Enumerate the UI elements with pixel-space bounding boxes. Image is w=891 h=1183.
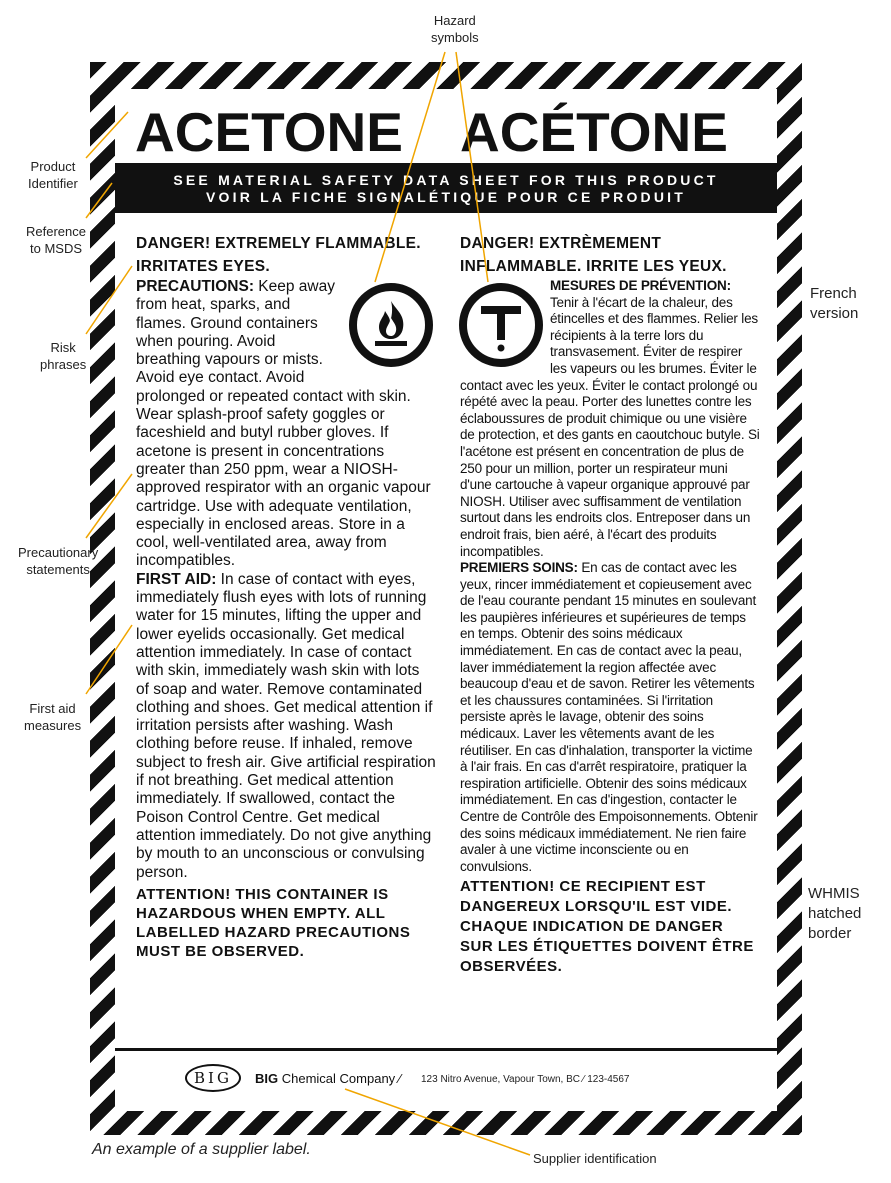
product-title-en: ACETONE xyxy=(135,101,403,163)
supplier-identification xyxy=(185,1062,745,1096)
precautions-text-en: Keep away from heat, sparks, and flames. Ground containers when pouring. Avoid breathing vapours or mists. Avoid eye contact. Avoid prolonged or repeated contact with skin. Wear splash-proof safety goggles or faceshield and butyl rubber gloves. If acetone is present in concentrations greater than 250 ppm, wear a NIOSH-approved respirator with an organic vapour cartridge. Use with adequate ventilation, especially in enclosed areas. Store in a cool, well-ventilated area, away from incompatibles. xyxy=(136,278,431,570)
precautions-label-en: PRECAUTIONS: xyxy=(136,278,254,295)
precautions-fr xyxy=(460,278,760,560)
first-aid-text-en: In case of contact with eyes, immediately flush eyes with lots of running water for 15 minutes, lifting the upper and lower eyelids occasionally. Get medical attention immediately. In case of contact with skin, immediately wash skin with lots of soap and water. Remove contaminated clothing and shoes. Get medical attention if irritation persists after washing. Wash clothing before reuse. If inhaled, remove subject to fresh air. Give artificial respiration if not breathing. Get medical attention immediately. If swallowed, contact the Poison Control Centre. Get medical attention immediately. Do not give anything by mouth to an unconscious or convulsing person. xyxy=(136,570,436,881)
product-identifier xyxy=(115,103,777,161)
first-aid-text-fr: En cas de contact avec les yeux, rincer immédiatement et copieusement avec de l'eau courante pendant 15 minutes en soulevant les paupières inférieures et supérieures de temps en temps. Obtenir des soins médicaux immédiatement. En cas de contact avec la peau, laver immédiatement la region affectée avec beaucoup d'eau et de savon. Retirer les vêtements et les chaussures contaminées. Si l'irritation persiste après le lavage, obtenir des soins médicaux. Laver les vêtements avant de les réutiliser. En cas d'inhalation, transporter la victime à l'air frais. En cas d'arrêt respiratoire, pratiquer la respiration artificielle. Obtenir des soins médicaux immédiatement. En cas d'ingestion, contacter le Centre de Contrôle des Empoisonnements. Obtenir des soins médicaux immédiatement. Ne rien faire avaler à une victime inconsciente ou en convulsions. xyxy=(460,560,758,874)
msds-reference-bar xyxy=(115,163,777,213)
callout-first-aid: First aid measures xyxy=(24,701,82,733)
risk-phrase-en: DANGER! EXTREMELY FLAMMABLE. IRRITATES EYES. xyxy=(136,235,421,275)
company-address: 123 Nitro Avenue, Vapour Town, BC ⁄ 123-4567 xyxy=(421,1074,630,1085)
toxic-t-hazard-icon xyxy=(458,282,544,368)
figure-caption: An example of a supplier label. xyxy=(92,1141,311,1158)
callout-precautionary: Precautionary statements xyxy=(18,545,99,577)
first-aid-label-fr: PREMIERS SOINS: xyxy=(460,560,578,576)
company-name xyxy=(255,1071,401,1087)
callout-risk-phrases: Risk phrases xyxy=(40,340,87,372)
first-aid-fr xyxy=(460,560,760,875)
callout-reference-msds: Reference to MSDS xyxy=(26,224,86,256)
attention-fr: ATTENTION! CE RECIPIENT EST DANGEREUX LORSQU'IL EST VIDE. CHAQUE INDICATION DE DANGER SUR LES ÉTIQUETTES DOIVENT ÊTRE OBSERVÉES. xyxy=(460,878,754,976)
msds-reference-fr: VOIR LA FICHE SIGNALÉTIQUE POUR CE PRODUIT xyxy=(205,189,686,205)
company-name-bold: BIG xyxy=(255,1071,279,1086)
company-name-rest: Chemical Company xyxy=(278,1071,396,1086)
footer-divider xyxy=(115,1048,777,1051)
flame-hazard-icon xyxy=(348,282,434,368)
english-column xyxy=(136,232,436,961)
callout-supplier: Supplier identification xyxy=(533,1151,657,1166)
risk-phrase-fr: DANGER! EXTRÈMEMENT INFLAMMABLE. IRRITE LES YEUX. xyxy=(460,235,727,275)
product-title-fr: ACÉTONE xyxy=(460,101,728,163)
precautions-en xyxy=(136,278,436,571)
first-aid-label-en: FIRST AID: xyxy=(136,570,217,588)
callout-french-version: French version xyxy=(810,285,859,322)
first-aid-en xyxy=(136,571,436,882)
company-separator: ⁄ xyxy=(395,1071,401,1086)
precautions-text-fr: Tenir à l'écart de la chaleur, des étincelles et des flammes. Relier les récipients à la terre lors du transvasement. Éviter de respirer les vapeurs ou les brumes. Éviter le contact avec les yeux. Éviter le contact prolongé ou répété avec la peau. Porter des lunettes contre les éclaboussures de produit chimique ou une visière de protection, et des gants en caoutchouc butyle. Si l'acétone est présent en concentration de plus de 250 pour un million, porter un respirateur muni d'une cartouche à vapeur organique approuvé par NIOSH. Utiliser avec suffisamment de ventilation surtout dans les endroits clos. Entreposer dans un endroit frais, bien aéré, à l'écart des produits incompatibles. xyxy=(460,294,760,559)
precautions-label-fr: MESURES DE PRÉVENTION: xyxy=(550,278,731,293)
callout-whmis-border: WHMIS hatched border xyxy=(808,885,862,942)
big-logo: BIG xyxy=(185,1064,241,1092)
attention-en: ATTENTION! THIS CONTAINER IS HAZARDOUS WHEN EMPTY. ALL LABELLED HAZARD PRECAUTIONS MUST BE OBSERVED. xyxy=(136,885,411,960)
callout-hazard-symbols: Hazard symbols xyxy=(431,13,479,45)
french-column xyxy=(460,232,760,977)
msds-reference-en: SEE MATERIAL SAFETY DATA SHEET FOR THIS PRODUCT xyxy=(173,172,719,188)
callout-product-identifier: Product Identifier xyxy=(28,159,78,191)
